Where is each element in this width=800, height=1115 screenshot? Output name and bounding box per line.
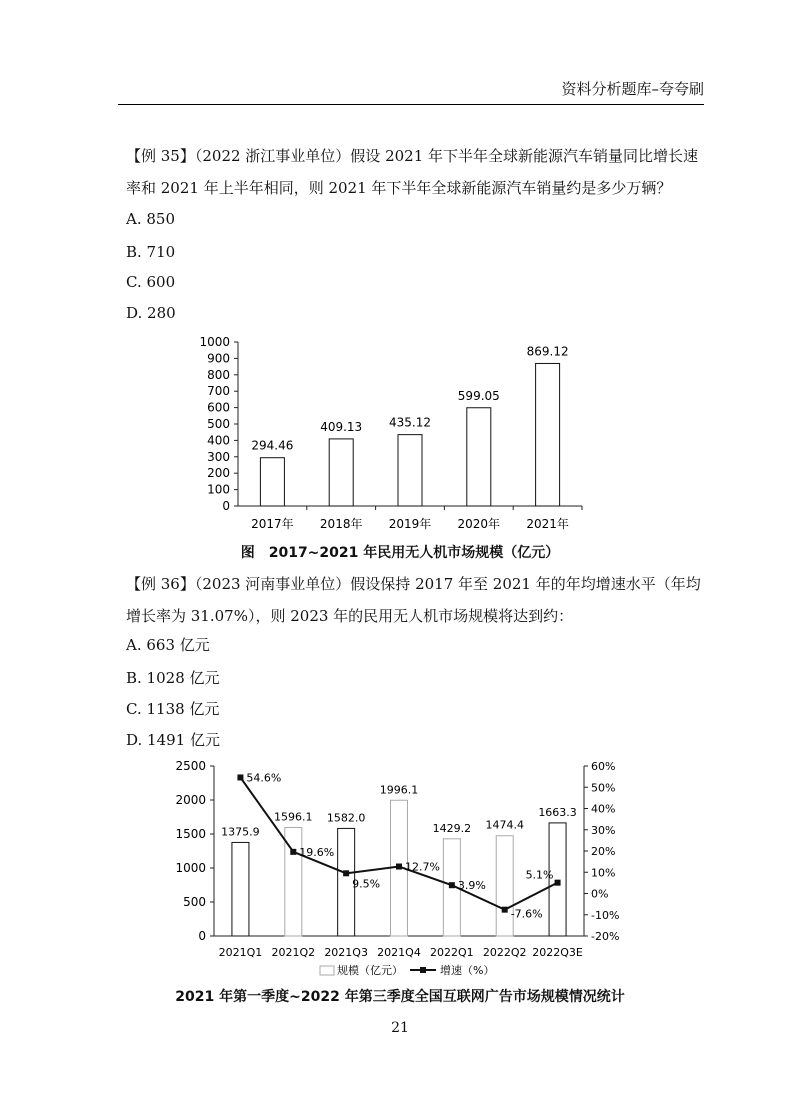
bar xyxy=(496,836,513,936)
line-data-label: 12.7% xyxy=(405,860,440,874)
right-tick-label: 0% xyxy=(591,887,609,901)
bar-data-label: 1582.0 xyxy=(326,811,366,825)
data-label: 599.05 xyxy=(457,388,500,403)
right-tick-label: 60% xyxy=(591,760,616,773)
question-36-stem: 【例 36】（2023 河南事业单位）假设保持 2017 年至 2021 年的年均增速水平（年均增长率为 31.07%），则 2023 年的民用无人机市场规模将达到约： xyxy=(126,575,701,625)
left-tick-label: 0 xyxy=(198,929,206,943)
x-tick-label: 2021Q2 xyxy=(271,946,316,959)
q36-option-d: D. 1491 亿元 xyxy=(126,731,220,749)
y-tick-label: 800 xyxy=(207,367,230,382)
right-tick-label: 30% xyxy=(591,823,616,837)
bar xyxy=(467,408,491,506)
right-tick-label: -20% xyxy=(591,930,620,943)
right-tick-label: 40% xyxy=(591,802,616,816)
x-tick-label: 2017年 xyxy=(251,517,294,531)
data-label: 435.12 xyxy=(389,415,431,430)
q35-option-b: B. 710 xyxy=(126,243,176,261)
line-point xyxy=(290,849,296,855)
bar xyxy=(260,458,284,506)
line-point xyxy=(449,882,455,888)
x-tick-label: 2022Q3E xyxy=(532,946,583,959)
legend-bar-swatch xyxy=(320,966,334,975)
data-label: 869.12 xyxy=(526,344,569,359)
x-tick-label: 2021年 xyxy=(526,517,569,531)
line-data-label: 54.6% xyxy=(246,771,282,785)
y-tick-label: 300 xyxy=(207,449,230,464)
q35-option-c: C. 600 xyxy=(126,273,176,291)
q36-option-c: C. 1138 亿元 xyxy=(126,700,220,718)
left-tick-label: 500 xyxy=(183,895,206,909)
bar xyxy=(232,842,249,936)
bar xyxy=(329,439,353,506)
x-tick-label: 2021Q4 xyxy=(377,946,421,959)
bar xyxy=(536,363,560,506)
bar xyxy=(398,435,422,506)
page-number: 21 xyxy=(391,1020,409,1036)
x-tick-label: 2020年 xyxy=(457,517,501,531)
y-tick-label: 0 xyxy=(222,499,230,513)
right-tick-label: 10% xyxy=(591,866,616,880)
line-data-label: -7.6% xyxy=(510,907,543,921)
right-tick-label: 20% xyxy=(591,845,616,858)
left-tick-label: 1500 xyxy=(175,827,206,841)
line-point xyxy=(555,880,561,886)
line-point xyxy=(237,774,243,780)
x-tick-label: 2019年 xyxy=(388,517,432,531)
y-tick-label: 900 xyxy=(207,351,230,366)
internet-ad-market-combo-chart xyxy=(170,756,640,980)
line-point xyxy=(396,864,402,870)
q35-option-d: D. 280 xyxy=(126,304,176,322)
y-tick-label: 200 xyxy=(207,466,230,481)
legend-line-marker xyxy=(420,967,426,973)
left-tick-label: 1000 xyxy=(175,861,206,875)
left-tick-label: 2000 xyxy=(175,793,206,807)
right-tick-label: -10% xyxy=(591,908,620,922)
data-label: 409.13 xyxy=(320,419,363,434)
question-35-stem: 【例 35】（2022 浙江事业单位）假设 2021 年下半年全球新能源汽车销量同比增长速率和 2021 年上半年相同，则 2021 年下半年全球新能源汽车销量约是多少万辆？ xyxy=(126,147,699,197)
y-tick-label: 700 xyxy=(207,384,230,399)
line-data-label: 9.5% xyxy=(352,877,381,891)
y-tick-label: 600 xyxy=(207,400,230,415)
header-rule xyxy=(118,104,704,105)
line-point xyxy=(343,870,349,876)
chart1-caption: 图 2017~2021 年民用无人机市场规模（亿元） xyxy=(240,545,560,561)
legend-bar-label: 规模（亿元） xyxy=(337,964,403,977)
data-label: 294.46 xyxy=(251,438,294,453)
bar-data-label: 1474.4 xyxy=(485,818,524,832)
line-data-label: 5.1% xyxy=(525,868,554,882)
legend-line-label: 增速（%） xyxy=(440,964,495,977)
chart2-caption: 2021 年第一季度~2022 年第三季度全国互联网广告市场规模情况统计 xyxy=(175,989,625,1005)
x-tick-label: 2021Q1 xyxy=(218,946,263,959)
bar-data-label: 1663.3 xyxy=(538,805,577,819)
q36-option-b: B. 1028 亿元 xyxy=(126,669,220,687)
line-point xyxy=(502,907,508,913)
x-tick-label: 2021Q3 xyxy=(324,946,368,959)
line-data-label: 19.6% xyxy=(299,845,335,859)
q35-option-a: A. 850 xyxy=(126,210,175,228)
x-tick-label: 2018年 xyxy=(319,517,363,531)
bar-data-label: 1596.1 xyxy=(274,810,313,824)
y-tick-label: 500 xyxy=(207,417,230,431)
q36-option-a: A. 663 亿元 xyxy=(126,636,210,654)
right-tick-label: 50% xyxy=(591,781,616,795)
y-tick-label: 100 xyxy=(207,482,230,497)
bar-data-label: 1429.2 xyxy=(432,821,472,835)
x-tick-label: 2022Q1 xyxy=(430,946,474,959)
y-tick-label: 400 xyxy=(207,433,230,448)
page-header-title: 资料分析题库–夸夸刷 xyxy=(561,80,704,98)
line-data-label: 3.9% xyxy=(457,879,486,893)
y-tick-label: 1000 xyxy=(199,335,230,349)
bar-data-label: 1996.1 xyxy=(379,783,419,797)
left-tick-label: 2500 xyxy=(175,759,206,773)
drone-market-bar-chart xyxy=(190,330,610,542)
bar-data-label: 1375.9 xyxy=(221,825,260,839)
x-tick-label: 2022Q2 xyxy=(482,946,527,959)
